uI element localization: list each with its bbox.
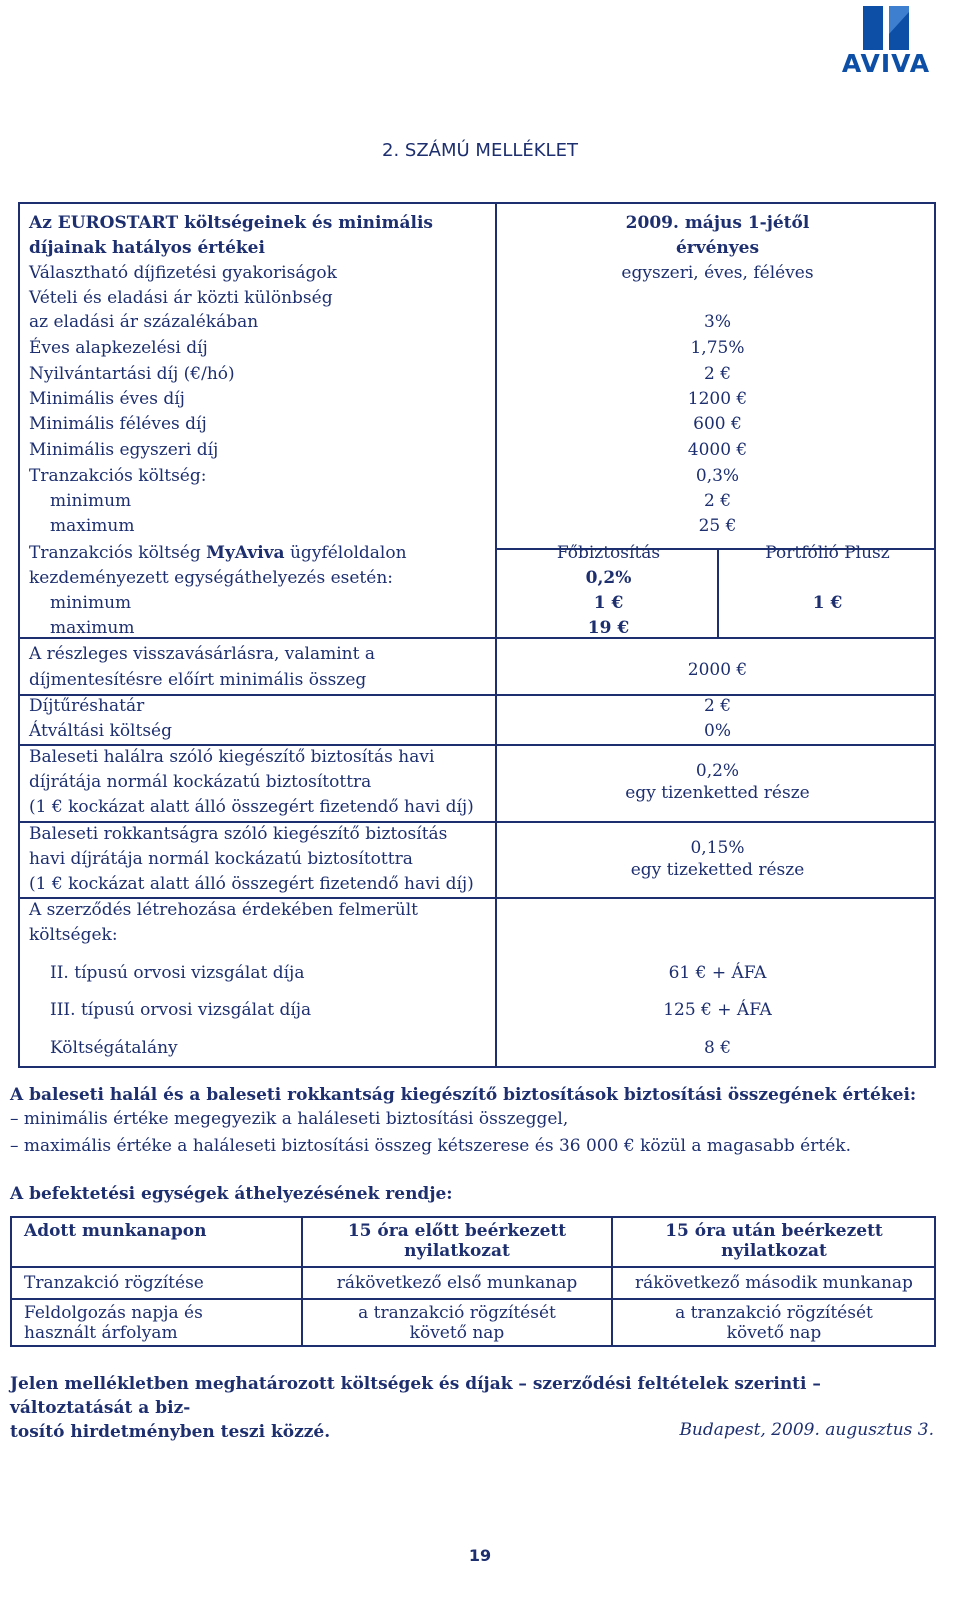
row-label: az eladási ár százalékában: [29, 312, 259, 332]
row-value: 0%: [704, 721, 731, 741]
row-label: Minimális éves díj: [29, 389, 185, 409]
accident-note-heading: A baleseti halál és a baleseti rokkantság kiegészítő biztosítások biztosítási összegének értékei:: [10, 1085, 917, 1105]
transfer-heading: A befektetési egységek áthelyezésének rendje:: [10, 1184, 453, 1204]
aviva-logo: [836, 6, 936, 80]
table-cell: a tranzakció rögzítését: [675, 1303, 873, 1323]
row-label: Minimális féléves díj: [29, 414, 207, 434]
row-label: Átváltási költség: [29, 721, 172, 741]
myaviva-label: Tranzakciós költség MyAviva ügyféloldalon: [29, 543, 407, 563]
accident-note-line1: – minimális értéke megegyezik a haláleseti biztosítási összeggel,: [10, 1109, 569, 1129]
row-label: Éves alapkezelési díj: [29, 338, 208, 358]
row-label: Költségátalány: [50, 1038, 178, 1058]
row-value: 1200 €: [687, 389, 748, 409]
footer-notice-line1: Jelen mellékletben meghatározott költségek és díjak – szerződési feltételek szerinti – változtatását a biz-: [10, 1374, 821, 1418]
header-cell: nyilatkozat: [721, 1241, 827, 1261]
row-value: 61 € + ÁFA: [668, 963, 767, 983]
main-insurance-rate: 0,2%: [585, 568, 632, 588]
valid-from-line1: 2009. május 1-jétől: [625, 213, 810, 233]
fee-table: [18, 202, 936, 1068]
row-divider: [12, 1266, 934, 1268]
footer-notice-line2: tosító hirdetményben teszi közzé.: [10, 1422, 331, 1442]
header-cell: Adott munkanapon: [24, 1221, 207, 1241]
table-cell: rákövetkező második munkanap: [635, 1273, 913, 1293]
row-label: minimum: [50, 593, 132, 613]
row-value: egy tizenketted része: [625, 783, 810, 803]
main-insurance-min: 1 €: [593, 593, 624, 613]
row-label: A szerződés létrehozása érdekében felmerült: [29, 900, 418, 920]
row-label: Minimális egyszeri díj: [29, 440, 219, 460]
row-value: 25 €: [698, 516, 737, 536]
table-title-line1: Az EUROSTART költségeinek és minimális: [29, 213, 433, 233]
page-heading: 2. SZÁMÚ MELLÉKLET: [382, 140, 578, 161]
row-label: Nyilvántartási díj (€/hó): [29, 364, 235, 384]
transfer-table: [10, 1216, 936, 1347]
row-label: (1 € kockázat alatt álló összegért fizetendő havi díj): [29, 797, 474, 817]
row-divider: [12, 1298, 934, 1300]
row-value: egyszeri, éves, féléves: [621, 263, 814, 283]
row-label: maximum: [50, 516, 135, 536]
row-value: 4000 €: [687, 440, 748, 460]
row-label: Tranzakciós költség:: [29, 466, 207, 486]
main-insurance-header: Főbiztosítás: [556, 543, 661, 563]
row-value: 0,15%: [690, 838, 745, 858]
portfolio-plus-min: 1 €: [812, 593, 843, 613]
row-label: III. típusú orvosi vizsgálat díja: [50, 1000, 312, 1020]
table-cell: Feldolgozás napja és: [24, 1303, 203, 1323]
row-label: minimum: [50, 491, 132, 511]
table-cell: rákövetkező első munkanap: [336, 1273, 578, 1293]
main-insurance-max: 19 €: [587, 618, 630, 638]
header-cell: 15 óra előtt beérkezett: [347, 1221, 567, 1241]
page-number: 19: [468, 1546, 492, 1565]
valid-from-line2: érvényes: [675, 238, 760, 258]
row-label: havi díjrátája normál kockázatú biztosítottra: [29, 849, 413, 869]
row-label: (1 € kockázat alatt álló összegért fizetendő havi díj): [29, 874, 474, 894]
aviva-logo-text: AVIVA: [841, 49, 931, 78]
row-label: költségek:: [29, 925, 118, 945]
table-title-line2: díjainak hatályos értékei: [29, 238, 265, 258]
place-date: Budapest, 2009. augusztus 3.: [679, 1420, 934, 1440]
row-label: Választható díjfizetési gyakoriságok: [29, 263, 337, 283]
table-cell: a tranzakció rögzítését: [358, 1303, 556, 1323]
row-label: díjmentesítésre előírt minimális összeg: [29, 670, 367, 690]
row-value: 3%: [704, 312, 731, 332]
table-cell: követő nap: [409, 1323, 505, 1343]
table-cell: Tranzakció rögzítése: [24, 1273, 204, 1293]
row-label: Vételi és eladási ár közti különbség: [29, 288, 333, 308]
column-divider: [495, 204, 497, 1066]
row-value: 2 €: [703, 491, 732, 511]
row-value: 600 €: [693, 414, 742, 434]
row-label: maximum: [50, 618, 135, 638]
row-value: 0,3%: [695, 466, 740, 486]
row-value: 2 €: [703, 696, 732, 716]
row-label: Baleseti rokkantságra szóló kiegészítő biztosítás: [29, 824, 448, 844]
portfolio-plus-header: Portfólió Plusz: [765, 543, 890, 563]
row-label: II. típusú orvosi vizsgálat díja: [50, 963, 305, 983]
row-value: 8 €: [703, 1038, 732, 1058]
accident-note-line2: – maximális értéke a haláleseti biztosítási összeg kétszerese és 36 000 € közül a magasabb érték.: [10, 1136, 851, 1156]
table-cell: használt árfolyam: [24, 1323, 178, 1343]
row-label: díjrátája normál kockázatú biztosítottra: [29, 772, 372, 792]
row-value: 0,2%: [695, 761, 740, 781]
table-cell: követő nap: [726, 1323, 822, 1343]
row-label: Díjtűréshatár: [29, 696, 145, 716]
header-cell: 15 óra után beérkezett: [665, 1221, 883, 1241]
row-value: egy tizeketted része: [630, 860, 805, 880]
row-label: A részleges visszavásárlásra, valamint a: [29, 644, 375, 664]
row-divider: [20, 637, 934, 639]
header-cell: nyilatkozat: [404, 1241, 510, 1261]
row-value: 1,75%: [690, 338, 745, 358]
row-label: Baleseti halálra szóló kiegészítő biztosítás havi: [29, 747, 435, 767]
row-value: 2 €: [703, 364, 732, 384]
row-value: 2000 €: [687, 660, 748, 680]
row-value: 125 € + ÁFA: [663, 1000, 772, 1020]
myaviva-label-line2: kezdeményezett egységáthelyezés esetén:: [29, 568, 393, 588]
aviva-logo-mark-icon: [863, 6, 909, 50]
